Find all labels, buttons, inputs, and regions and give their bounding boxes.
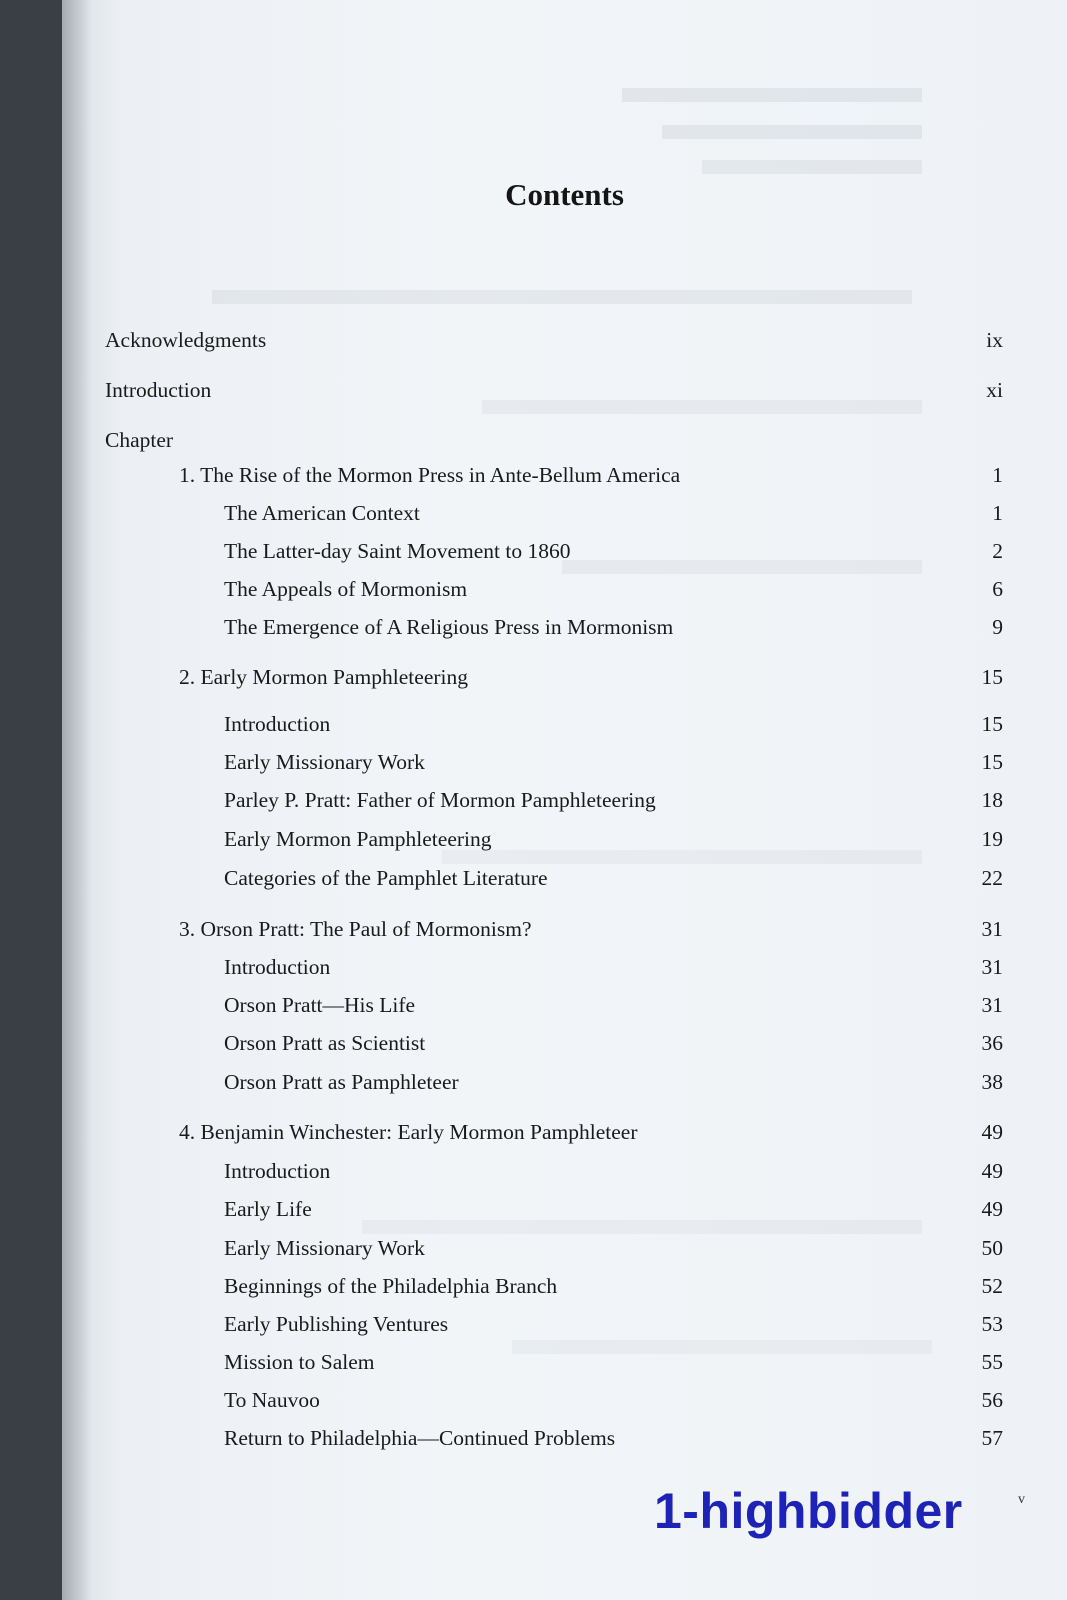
toc-chapter-entry: [179, 665, 1003, 690]
toc-entry-page: 2: [992, 539, 1003, 563]
toc-front-entry: [105, 328, 1003, 353]
toc-entry-page: 57: [981, 1426, 1003, 1450]
toc-entry-label: Parley P. Pratt: Father of Mormon Pamphleteering: [224, 788, 656, 812]
toc-section-entry: [224, 866, 1003, 891]
toc-entry-page: 49: [981, 1120, 1003, 1144]
toc-entry-label: 2. Early Mormon Pamphleteering: [179, 665, 468, 689]
toc-section-entry: [224, 788, 1003, 813]
toc-chapter-entry: [179, 1120, 1003, 1145]
toc-entry-label: Early Missionary Work: [224, 1236, 425, 1260]
toc-entry-page: xi: [986, 378, 1003, 402]
toc-entry-page: 15: [981, 712, 1003, 736]
toc-section-entry: [224, 1159, 1003, 1184]
toc-entry-page: 49: [981, 1197, 1003, 1221]
toc-entry-label: 4. Benjamin Winchester: Early Mormon Pamphleteer: [179, 1120, 638, 1144]
toc-entry-label: Introduction: [105, 378, 212, 402]
toc-section-entry: [224, 1031, 1003, 1056]
seller-watermark: 1-highbidder: [654, 1483, 963, 1539]
toc-entry-page: 1: [992, 463, 1003, 487]
toc-section-entry: [224, 539, 1003, 564]
page-number: v: [1018, 1492, 1025, 1507]
toc-entry-label: Return to Philadelphia—Continued Problems: [224, 1426, 616, 1450]
toc-section-entry: [224, 1070, 1003, 1095]
toc-entry-label: 1. The Rise of the Mormon Press in Ante-Bellum America: [179, 463, 681, 487]
toc-entry-label: Acknowledgments: [105, 328, 267, 352]
toc-entry-page: 9: [992, 615, 1003, 639]
toc-entry-page: 19: [981, 827, 1003, 851]
toc-entry-page: 6: [992, 577, 1003, 601]
toc-entry-label: To Nauvoo: [224, 1388, 320, 1412]
toc-section-entry: [224, 827, 1003, 852]
toc-entry-page: ix: [986, 328, 1003, 352]
toc-section-entry: [224, 1197, 1003, 1222]
toc-entry-page: 15: [981, 665, 1003, 689]
toc-entry-label: Early Missionary Work: [224, 750, 425, 774]
toc-entry-label: Early Life: [224, 1197, 312, 1221]
toc-entry-label: 3. Orson Pratt: The Paul of Mormonism?: [179, 917, 532, 941]
toc-entry-label: Introduction: [224, 712, 331, 736]
toc-section-entry: [224, 712, 1003, 737]
page-title: Contents: [505, 177, 624, 212]
toc-entry-page: 56: [981, 1388, 1003, 1412]
toc-front-entry: [105, 428, 1003, 453]
toc-entry-page: 31: [981, 993, 1003, 1017]
toc-section-entry: [224, 1312, 1003, 1337]
toc-entry-page: 50: [981, 1236, 1003, 1260]
toc-entry-page: 52: [981, 1274, 1003, 1298]
toc-entry-label: Early Publishing Ventures: [224, 1312, 449, 1336]
toc-entry-page: 53: [981, 1312, 1003, 1336]
toc-section-entry: [224, 501, 1003, 526]
toc-entry-page: 55: [981, 1350, 1003, 1374]
toc-entry-label: Orson Pratt—His Life: [224, 993, 416, 1017]
toc-section-entry: [224, 993, 1003, 1018]
toc-entry-page: 18: [981, 788, 1003, 812]
toc-entry-label: The American Context: [224, 501, 420, 525]
toc-front-entry: [105, 378, 1003, 403]
toc-entry-page: 31: [981, 955, 1003, 979]
toc-section-entry: [224, 1388, 1003, 1413]
book-page: [62, 0, 1067, 1600]
toc-entry-label: Introduction: [224, 1159, 331, 1183]
toc-entry-label: Introduction: [224, 955, 331, 979]
toc-entry-label: Orson Pratt as Scientist: [224, 1031, 426, 1055]
toc-section-entry: [224, 577, 1003, 602]
toc-entry-page: 22: [981, 866, 1003, 890]
toc-chapter-entry: [179, 463, 1003, 488]
toc-entry-label: Categories of the Pamphlet Literature: [224, 866, 548, 890]
toc-entry-page: 15: [981, 750, 1003, 774]
toc-entry-page: 38: [981, 1070, 1003, 1094]
toc-entry-page: 49: [981, 1159, 1003, 1183]
toc-entry-label: Chapter: [105, 428, 174, 452]
toc-section-entry: [224, 1426, 1003, 1451]
toc-entry-page: 36: [981, 1031, 1003, 1055]
toc-entry-page: 31: [981, 917, 1003, 941]
toc-section-entry: [224, 1274, 1003, 1299]
toc-entry-label: Orson Pratt as Pamphleteer: [224, 1070, 459, 1094]
toc-section-entry: [224, 750, 1003, 775]
toc-entry-label: The Appeals of Mormonism: [224, 577, 468, 601]
toc-entry-label: Early Mormon Pamphleteering: [224, 827, 492, 851]
toc-section-entry: [224, 615, 1003, 640]
toc-entry-label: Beginnings of the Philadelphia Branch: [224, 1274, 558, 1298]
toc-entry-label: The Latter-day Saint Movement to 1860: [224, 539, 571, 563]
table-of-contents: [62, 0, 1067, 1600]
toc-section-entry: [224, 955, 1003, 980]
toc-entry-label: The Emergence of A Religious Press in Mormonism: [224, 615, 674, 639]
toc-section-entry: [224, 1350, 1003, 1375]
toc-entry-page: 1: [992, 501, 1003, 525]
toc-entry-label: Mission to Salem: [224, 1350, 375, 1374]
toc-section-entry: [224, 1236, 1003, 1261]
toc-chapter-entry: [179, 917, 1003, 942]
